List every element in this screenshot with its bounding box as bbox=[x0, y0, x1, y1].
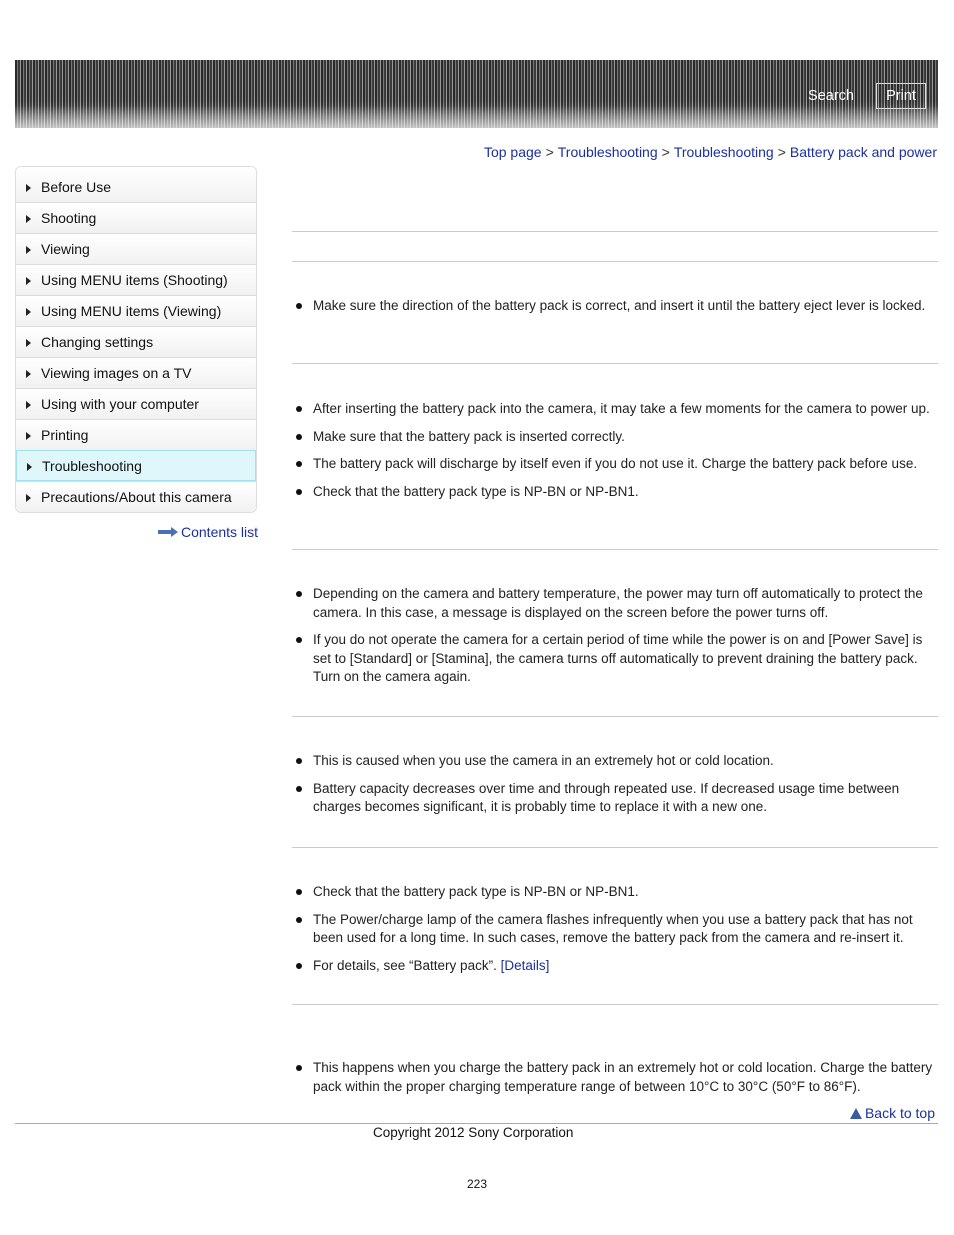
breadcrumb-troubleshooting-1[interactable]: Troubleshooting bbox=[557, 144, 658, 160]
section-4-list bbox=[292, 752, 938, 817]
list-item: The battery pack will discharge by itself even if you do not use it. Charge the battery pack before use. bbox=[292, 455, 938, 474]
list-item: Depending on the camera and battery temperature, the power may turn off automatically to protect the camera. In this case, a message is displayed on the screen before the power turns off. bbox=[292, 585, 938, 622]
sidebar-item-using-with-computer[interactable] bbox=[16, 388, 256, 419]
sidebar-item-label: Viewing images on a TV bbox=[41, 365, 192, 381]
back-to-top-label: Back to top bbox=[864, 1105, 935, 1121]
list-item: If you do not operate the camera for a certain period of time while the power is on and [Power Save] is set to [Standard] or [Stamina], the camera turns off automatically to prevent draining the battery pack. Turn on the camera again. bbox=[292, 631, 938, 687]
sidebar-item-menu-shooting[interactable] bbox=[16, 264, 256, 295]
list-item: This is caused when you use the camera in an extremely hot or cold location. bbox=[292, 752, 938, 771]
breadcrumb-separator: > bbox=[545, 144, 554, 160]
breadcrumb-separator: > bbox=[661, 144, 670, 160]
sidebar-item-label: Before Use bbox=[41, 178, 112, 195]
arrow-right-icon bbox=[158, 527, 178, 537]
sidebar-item-label: Using with your computer bbox=[41, 396, 199, 412]
sidebar-item-label: Using MENU items (Viewing) bbox=[41, 303, 222, 319]
details-link[interactable]: [Details] bbox=[500, 957, 550, 973]
contents-list-label: Contents list bbox=[181, 524, 259, 540]
sidebar-item-before-use[interactable] bbox=[16, 167, 256, 202]
sidebar-item-label: Changing settings bbox=[41, 334, 154, 350]
arrow-up-icon bbox=[850, 1108, 862, 1119]
footer-divider bbox=[15, 1123, 938, 1124]
print-button[interactable]: Print bbox=[876, 83, 926, 109]
sidebar-item-viewing[interactable] bbox=[16, 233, 256, 264]
section-divider bbox=[292, 716, 938, 717]
triangle-right-icon bbox=[26, 401, 31, 409]
sidebar-item-menu-viewing[interactable] bbox=[16, 295, 256, 326]
section-5-list bbox=[292, 883, 938, 975]
triangle-right-icon bbox=[26, 277, 31, 285]
header-bar bbox=[15, 60, 938, 128]
list-item: Check that the battery pack type is NP-BN or NP-BN1. bbox=[292, 483, 938, 502]
breadcrumb bbox=[484, 144, 937, 160]
triangle-right-icon bbox=[26, 339, 31, 347]
sidebar-item-label: Troubleshooting bbox=[42, 457, 142, 474]
triangle-right-icon bbox=[26, 308, 31, 316]
section-1-list bbox=[292, 297, 938, 316]
section-6-list bbox=[292, 1059, 938, 1096]
sidebar-item-troubleshooting[interactable] bbox=[16, 450, 256, 481]
triangle-right-icon bbox=[26, 370, 31, 378]
sidebar-nav bbox=[15, 166, 257, 513]
sidebar-item-changing-settings[interactable] bbox=[16, 326, 256, 357]
section-divider bbox=[292, 847, 938, 848]
section-divider bbox=[292, 1004, 938, 1005]
copyright-text: Copyright 2012 Sony Corporation bbox=[373, 1125, 574, 1140]
section-3-list bbox=[292, 585, 938, 687]
sidebar-item-shooting[interactable] bbox=[16, 202, 256, 233]
section-divider bbox=[292, 231, 938, 232]
sidebar-item-precautions[interactable] bbox=[16, 481, 256, 512]
breadcrumb-top-page[interactable]: Top page bbox=[483, 144, 542, 160]
list-item: Battery capacity decreases over time and through repeated use. If decreased usage time between charges becomes significant, it is probably time to replace it with a new one. bbox=[292, 780, 938, 817]
list-item: This happens when you charge the battery pack in an extremely hot or cold location. Charge the battery pack within the proper charging temperature range of between 10°C to 30°C (50°F to 86°F). bbox=[292, 1059, 938, 1096]
sidebar-item-label: Printing bbox=[41, 427, 89, 443]
list-item bbox=[292, 957, 938, 976]
back-to-top-link[interactable] bbox=[850, 1105, 935, 1121]
section-divider bbox=[292, 549, 938, 550]
triangle-right-icon bbox=[26, 215, 31, 223]
triangle-right-icon bbox=[26, 432, 31, 440]
list-item: Make sure that the battery pack is inserted correctly. bbox=[292, 428, 938, 447]
search-link[interactable]: Search bbox=[808, 88, 854, 104]
section-divider bbox=[292, 363, 938, 364]
triangle-right-icon bbox=[27, 463, 32, 471]
contents-list-link[interactable] bbox=[158, 524, 258, 540]
sidebar-item-label: Precautions/About this camera bbox=[41, 489, 232, 505]
list-item: Make sure the direction of the battery pack is correct, and insert it until the battery eject lever is locked. bbox=[292, 297, 938, 316]
list-item: Check that the battery pack type is NP-BN or NP-BN1. bbox=[292, 883, 938, 902]
list-item: The Power/charge lamp of the camera flashes infrequently when you use a battery pack that has not been used for a long time. In such cases, remove the battery pack from the camera and re-insert it. bbox=[292, 911, 938, 948]
sidebar-item-label: Viewing bbox=[41, 241, 90, 257]
details-text: For details, see “Battery pack”. bbox=[313, 957, 497, 973]
breadcrumb-separator: > bbox=[777, 144, 786, 160]
section-divider bbox=[292, 261, 938, 262]
page-number: 223 bbox=[466, 1177, 488, 1191]
list-item: After inserting the battery pack into the camera, it may take a few moments for the camera to power up. bbox=[292, 400, 938, 419]
sidebar-item-label: Shooting bbox=[41, 210, 97, 226]
sidebar-item-viewing-on-tv[interactable] bbox=[16, 357, 256, 388]
triangle-right-icon bbox=[26, 246, 31, 254]
sidebar-item-label: Using MENU items (Shooting) bbox=[41, 272, 228, 288]
section-2-list bbox=[292, 400, 938, 501]
triangle-right-icon bbox=[26, 494, 31, 502]
triangle-right-icon bbox=[26, 184, 31, 192]
breadcrumb-battery-pack-and-power[interactable]: Battery pack and power bbox=[789, 144, 937, 160]
sidebar-item-printing[interactable] bbox=[16, 419, 256, 450]
breadcrumb-troubleshooting-2[interactable]: Troubleshooting bbox=[673, 144, 774, 160]
